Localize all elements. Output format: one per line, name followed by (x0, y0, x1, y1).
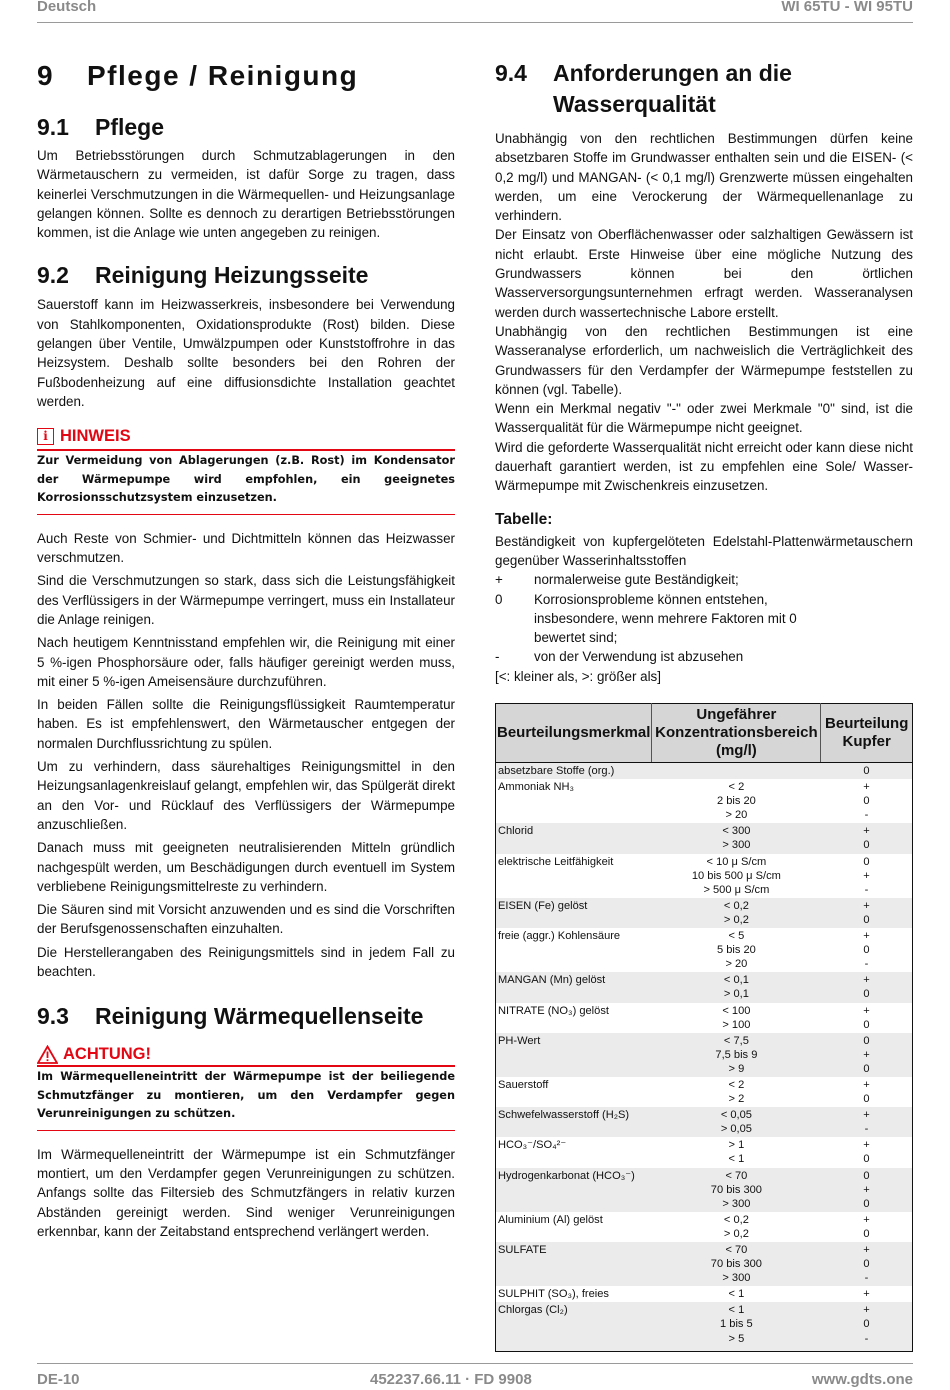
column-header: Ungefährer Konzentrationsbereich (mg/l) (652, 704, 821, 763)
range-value: 10 bis 500 μ S/cm (691, 869, 781, 882)
warning-triangle-icon (37, 1045, 58, 1064)
paragraph: Wird die geforderte Wasserqualität nicht erreicht oder kann diese nicht dauerhaft garantiert werden, ist zu empfehlen eine Sole/ Wasser-Wärmepumpe mit Zwischenkreis einzusetzen. (495, 439, 913, 494)
range-value: < 0,05 (720, 1109, 752, 1122)
note-divider (37, 449, 455, 451)
warning-box (37, 1045, 455, 1131)
section-number: 9.3 (37, 1003, 69, 1030)
section-title-text: Pflege (95, 114, 165, 140)
range-value: < 70 (725, 1244, 748, 1257)
paragraph: Sind die Verschmutzungen so stark, dass sich die Leistungsfähigkeit des Verflüssigers in der Wärmepumpe verringert, muss ein Installateur die Anlage reinigen. (37, 573, 455, 627)
table-header-row (496, 704, 913, 763)
section-number: 9.2 (37, 262, 69, 289)
rating-value: - (864, 958, 869, 971)
range-value: < 7,5 (723, 1034, 749, 1047)
note-title: HINWEIS (60, 427, 131, 446)
section-9-1-title (37, 112, 455, 142)
rating-value: + (863, 1109, 870, 1122)
header-language: Deutsch (37, 0, 97, 15)
criterion-cell: PH-Wert (496, 1033, 652, 1077)
criterion-cell: Chlorgas (Cl₂) (496, 1302, 652, 1351)
range-value: < 10 μ S/cm (706, 855, 767, 868)
section-number: 9.1 (37, 114, 69, 140)
rating-value: + (863, 1213, 870, 1226)
note-divider-bottom (37, 514, 455, 515)
range-value: 5 bis 20 (716, 944, 756, 957)
rating-value: + (863, 1304, 870, 1317)
rating-cell (821, 1077, 913, 1107)
note-box (37, 427, 455, 515)
table-row (496, 1003, 913, 1033)
criterion-cell: absetzbare Stoffe (org.) (496, 763, 652, 780)
rating-value: + (863, 1048, 870, 1061)
legend-item (495, 647, 913, 666)
rating-value: 0 (863, 765, 870, 778)
range-cell (652, 823, 821, 853)
chapter-number: 9 (37, 60, 55, 91)
legend-item (495, 590, 913, 609)
rating-value: 0 (863, 1227, 870, 1240)
paragraph: In beiden Fällen sollte die Reinigungsflüssigkeit Raumtemperatur haben. Es ist empfehlenswert, den Wärmetauscher entgegen der normalen Durchflussrichtung zu spülen. (37, 697, 455, 751)
range-value: 70 bis 300 (710, 1183, 762, 1196)
section-title-line1: Anforderungen an die (553, 60, 792, 86)
legend-text: von der Verwendung ist abzusehen (534, 649, 744, 665)
rating-value: + (863, 869, 870, 882)
criterion-cell: Hydrogenkarbonat (HCO₃⁻) (496, 1168, 652, 1212)
section-title-line2: Wasserqualität (553, 91, 716, 117)
rating-value: + (863, 899, 870, 912)
legend-item (495, 570, 913, 589)
page-number: DE-10 (37, 1371, 80, 1388)
rating-value: + (863, 781, 870, 794)
warning-title: ACHTUNG! (63, 1045, 151, 1064)
info-icon: i (37, 428, 54, 445)
rating-value: - (864, 1272, 869, 1285)
range-value: 70 bis 300 (710, 1258, 762, 1271)
range-value: > 100 (722, 1018, 751, 1031)
rating-value: 0 (863, 1318, 870, 1331)
range-value: > 300 (722, 1272, 751, 1285)
chapter-title (37, 58, 455, 94)
table-row (496, 1286, 913, 1302)
range-value: > 0,2 (723, 913, 749, 926)
range-value: > 9 (728, 1062, 745, 1075)
column-header: Beurteilungsmerkmal (496, 704, 652, 763)
paragraph: Nach heutigem Kenntnisstand empfehlen wir, die Reinigung mit einer 5 %-igen Phosphorsäure oder, falls häufiger gereinigt werden muss, mit einer 5 %-igen Ameisensäure durchzuführen. (37, 635, 455, 689)
legend (495, 570, 913, 666)
paragraph: Um zu verhindern, dass säurehaltiges Reinigungsmittel in den Heizungsanlagenkreislauf gelangt, empfehlen wir, das Spülgerät direkt an den Vor- und Rücklauf des Verflüssigers der Wärmepumpe anzuschließen. (37, 759, 455, 832)
criterion-cell: NITRATE (NO₃) gelöst (496, 1003, 652, 1033)
criterion-cell: SULPHIT (SO₃), freies (496, 1286, 652, 1302)
rating-value: 0 (863, 944, 870, 957)
rating-value: + (863, 1139, 870, 1152)
range-cell (652, 1003, 821, 1033)
warning-heading (37, 1045, 455, 1064)
paragraph: Unabhängig von den rechtlichen Bestimmungen ist eine Wasseranalyse erforderlich, um nachweislich die Verträglichkeit des Grundwassers für den Verdampfer der Wärmepumpe feststellen zu können (vgl. Tabelle). (495, 323, 913, 397)
table-row (496, 972, 913, 1002)
rating-cell (821, 1107, 913, 1137)
rating-value: 0 (863, 1153, 870, 1166)
rating-cell (821, 779, 913, 823)
rating-cell (821, 1286, 913, 1302)
range-value: > 20 (725, 809, 748, 822)
section-title-text: Reinigung Wärmequellenseite (95, 1003, 424, 1030)
rating-value: 0 (863, 1093, 870, 1106)
rating-cell (821, 972, 913, 1002)
legend-text: Korrosionsprobleme können entstehen, (534, 591, 768, 607)
range-cell (652, 1242, 821, 1286)
section-9-2-title (37, 260, 455, 290)
table-row (496, 1107, 913, 1137)
paragraph: Um Betriebsstörungen durch Schmutzablagerungen in den Wärmetauschern zu vermeiden, ist dafür Sorge zu tragen, dass keinerlei Verschmutzungen in die Wärmequellen- und Heizungsanlage gelangen können. Sollte es dennoch zu derartigen Betriebsstörungen kommen, ist die Anlage wie unten angegeben zu reinigen. (37, 148, 455, 241)
page-footer (37, 1363, 913, 1390)
legend-note: [<: kleiner als, >: größer als] (495, 668, 661, 684)
rating-value: 0 (863, 855, 870, 868)
header-model: WI 65TU - WI 95TU (781, 0, 913, 15)
paragraph: Die Säuren sind mit Vorsicht anzuwenden und es sind die Vorschriften der Berufsgenossenschaften einzuhalten. (37, 902, 455, 937)
legend-item (495, 628, 913, 647)
rating-value: + (863, 1244, 870, 1257)
rating-value: 0 (863, 1169, 870, 1182)
range-value: < 0,2 (723, 899, 749, 912)
table-row (496, 898, 913, 928)
range-value: > 2 (728, 1093, 745, 1106)
range-cell (652, 972, 821, 1002)
table-row (496, 854, 913, 898)
criterion-cell: Ammoniak NH₃ (496, 779, 652, 823)
left-column (37, 58, 455, 1241)
range-value: < 2 (728, 781, 745, 794)
document-number: 452237.66.11 · FD 9908 (370, 1371, 532, 1388)
section-title-text: Reinigung Heizungsseite (95, 262, 369, 289)
rating-cell (821, 1212, 913, 1242)
table-row (496, 1137, 913, 1167)
range-value: < 1 (728, 1304, 745, 1317)
legend-symbol (495, 628, 534, 647)
range-cell (652, 1302, 821, 1351)
legend-symbol: 0 (495, 591, 503, 607)
range-value: < 5 (728, 930, 745, 943)
legend-text: insbesondere, wenn mehrere Faktoren mit 0 (534, 610, 797, 626)
warning-divider (37, 1065, 455, 1067)
criterion-cell: SULFATE (496, 1242, 652, 1286)
range-value: > 300 (722, 839, 751, 852)
range-cell (652, 1286, 821, 1302)
note-heading (37, 427, 455, 446)
range-value: < 2 (728, 1078, 745, 1091)
table-row (496, 928, 913, 972)
range-cell (652, 1137, 821, 1167)
legend-symbol (495, 609, 534, 628)
rating-cell (821, 1302, 913, 1351)
criterion-cell: Chlorid (496, 823, 652, 853)
range-value: > 0,2 (723, 1227, 749, 1240)
range-cell (652, 1077, 821, 1107)
legend-item (495, 609, 913, 628)
note-text: Zur Vermeidung von Ablagerungen (z.B. Rost) im Kondensator der Wärmepumpe wird empfohlen, ein geeignetes Korrosionsschutzsystem einzusetzen. (37, 454, 455, 505)
rating-value: + (863, 1004, 870, 1017)
rating-cell (821, 854, 913, 898)
range-value: > 500 μ S/cm (703, 883, 770, 896)
rating-value: 0 (863, 913, 870, 926)
table-row (496, 1033, 913, 1077)
paragraph: Wenn ein Merkmal negativ "-" oder zwei Merkmale "0" sind, ist die Wasserqualität für die Wärmepumpe nicht geeignet. (495, 401, 913, 436)
range-value: 2 bis 20 (716, 795, 756, 808)
rating-value: - (864, 883, 869, 896)
paragraph: Unabhängig von den rechtlichen Bestimmungen dürfen keine absetzbaren Stoffe im Grundwasser enthalten sein und die EISEN- (< 0,2 mg/l) und MANGAN- (< 0,1 mg/l) Grenzwerte müssen eingehalten werden, um eine Verockerung der Wärmequellenanlage zu verhindern. (495, 131, 913, 224)
range-value: 1 bis 5 (720, 1318, 753, 1331)
paragraph: Der Einsatz von Oberflächenwasser oder salzhaltigen Gewässern ist nicht erlaubt. Erste Hinweise über eine mögliche Nutzung des Grundwassers können bei den örtlichen Wasserversorgungsunternehmen erfragt werden. Wasseranalysen werden durch wassertechnische Labore erstellt. (495, 227, 913, 320)
rating-value: + (863, 1288, 870, 1301)
rating-value: - (864, 1123, 869, 1136)
legend-symbol: + (495, 572, 503, 588)
range-value: > 0,05 (720, 1123, 752, 1136)
rating-value: 0 (863, 1258, 870, 1271)
criterion-cell: Schwefelwasserstoff (H₂S) (496, 1107, 652, 1137)
page-header (37, 0, 913, 23)
rating-cell (821, 1033, 913, 1077)
chapter-title-text: Pflege / Reinigung (87, 60, 359, 91)
right-column (495, 58, 913, 1352)
range-value: < 1 (728, 1153, 745, 1166)
table-row (496, 1168, 913, 1212)
rating-value: - (864, 809, 869, 822)
range-value: > 20 (725, 958, 748, 971)
paragraph: Die Herstellerangaben des Reinigungsmittels sind in jedem Fall zu beachten. (37, 944, 455, 979)
table-row (496, 1077, 913, 1107)
range-value: < 0,2 (723, 1213, 749, 1226)
range-value: < 1 (728, 1288, 745, 1301)
rating-cell (821, 898, 913, 928)
table-row (496, 763, 913, 780)
rating-cell (821, 1242, 913, 1286)
range-value: 7,5 bis 9 (715, 1048, 758, 1061)
rating-value: 0 (863, 795, 870, 808)
legend-text: bewertet sind; (534, 630, 618, 646)
column-header: Beurteilung Kupfer (821, 704, 913, 763)
range-value: > 0,1 (723, 988, 749, 1001)
range-cell (652, 898, 821, 928)
paragraph: Sauerstoff kann im Heizwasserkreis, insbesondere bei Verwendung von Stahlkomponenten, Oxidationsprodukte (Rost) bilden. Diese gelangen über Ventile, Umwälzpumpen oder Kunststoffrohre in das Heizsystem. Deshalb sollte besonders bei den Rohren der Fußbodenheizung auf eine diffusionsdichte Installation geachtet werden. (37, 297, 455, 409)
criterion-cell: Sauerstoff (496, 1077, 652, 1107)
table-row (496, 1302, 913, 1351)
criterion-cell: HCO₃⁻/SO₄²⁻ (496, 1137, 652, 1167)
legend-text: normalerweise gute Beständigkeit; (534, 572, 739, 588)
rating-cell (821, 823, 913, 853)
paragraph: Danach muss mit geeigneten neutralisierenden Mitteln gründlich nachgespült werden, um Beschädigungen durch eventuell im System verbliebene Reinigungsmittelreste zu verhindern. (37, 840, 455, 894)
rating-cell (821, 1137, 913, 1167)
rating-value: 0 (863, 1034, 870, 1047)
criterion-cell: Aluminium (Al) gelöst (496, 1212, 652, 1242)
criterion-cell: MANGAN (Mn) gelöst (496, 972, 652, 1002)
paragraph: Im Wärmequelleneintritt der Wärmepumpe ist ein Schmutzfänger montiert, um den Verdampfer gegen Verunreinigungen zu schützen. Anfangs sollte das Filtersieb des Schmutzfängers in relativ kurzen Abständen gereinigt werden. Sind weniger Verunreinigungen erkennbar, kann der Zeitabstand entsprechend verlängert werden. (37, 1146, 455, 1239)
rating-cell (821, 763, 913, 780)
table-row (496, 1212, 913, 1242)
range-value: < 300 (722, 825, 751, 838)
range-cell (652, 1168, 821, 1212)
rating-value: + (863, 1078, 870, 1091)
range-value (654, 764, 819, 778)
rating-value: + (863, 930, 870, 943)
legend-symbol: - (495, 649, 500, 665)
criterion-cell: elektrische Leitfähigkeit (496, 854, 652, 898)
range-value: > 5 (728, 1332, 745, 1345)
range-cell (652, 854, 821, 898)
water-quality-table (495, 703, 913, 1352)
table-row (496, 823, 913, 853)
rating-value: - (864, 1332, 869, 1345)
range-value: > 300 (722, 1197, 751, 1210)
rating-cell (821, 1168, 913, 1212)
rating-value: + (863, 825, 870, 838)
range-cell (652, 1107, 821, 1137)
rating-cell (821, 928, 913, 972)
range-value: > 1 (728, 1139, 745, 1152)
section-9-4-title (495, 58, 913, 120)
rating-value: 0 (863, 839, 870, 852)
table-row (496, 779, 913, 823)
website: www.gdts.one (811, 1371, 913, 1388)
rating-value: + (863, 1183, 870, 1196)
rating-value: + (863, 974, 870, 987)
criterion-cell: EISEN (Fe) gelöst (496, 898, 652, 928)
warning-divider-bottom (37, 1130, 455, 1131)
criterion-cell: freie (aggr.) Kohlensäure (496, 928, 652, 972)
range-value: < 70 (725, 1169, 748, 1182)
range-cell (652, 779, 821, 823)
range-cell (652, 928, 821, 972)
range-cell (652, 1033, 821, 1077)
rating-value: 0 (863, 1062, 870, 1075)
paragraph: Auch Reste von Schmier- und Dichtmitteln können das Heizwasser verschmutzen. (37, 530, 455, 566)
table-row (496, 1242, 913, 1286)
range-value: < 0,1 (723, 974, 749, 987)
table-description: Beständigkeit von kupfergelöteten Edelstahl-Plattenwärmetauschern gegenüber Wasserinhaltsstoffen (495, 533, 913, 568)
table-caption: Tabelle: (495, 510, 553, 528)
range-value: < 100 (722, 1004, 751, 1017)
range-cell (652, 1212, 821, 1242)
rating-value: 0 (863, 988, 870, 1001)
rating-cell (821, 1003, 913, 1033)
rating-value: 0 (863, 1018, 870, 1031)
range-cell (652, 763, 821, 780)
rating-value: 0 (863, 1197, 870, 1210)
section-number: 9.4 (495, 60, 527, 86)
section-9-3-title (37, 1001, 455, 1031)
warning-text: Im Wärmequelleneintritt der Wärmepumpe ist der beiliegende Schmutzfänger zu montieren, um den Verdampfer gegen Verunreinigungen zu schützen. (37, 1070, 455, 1121)
